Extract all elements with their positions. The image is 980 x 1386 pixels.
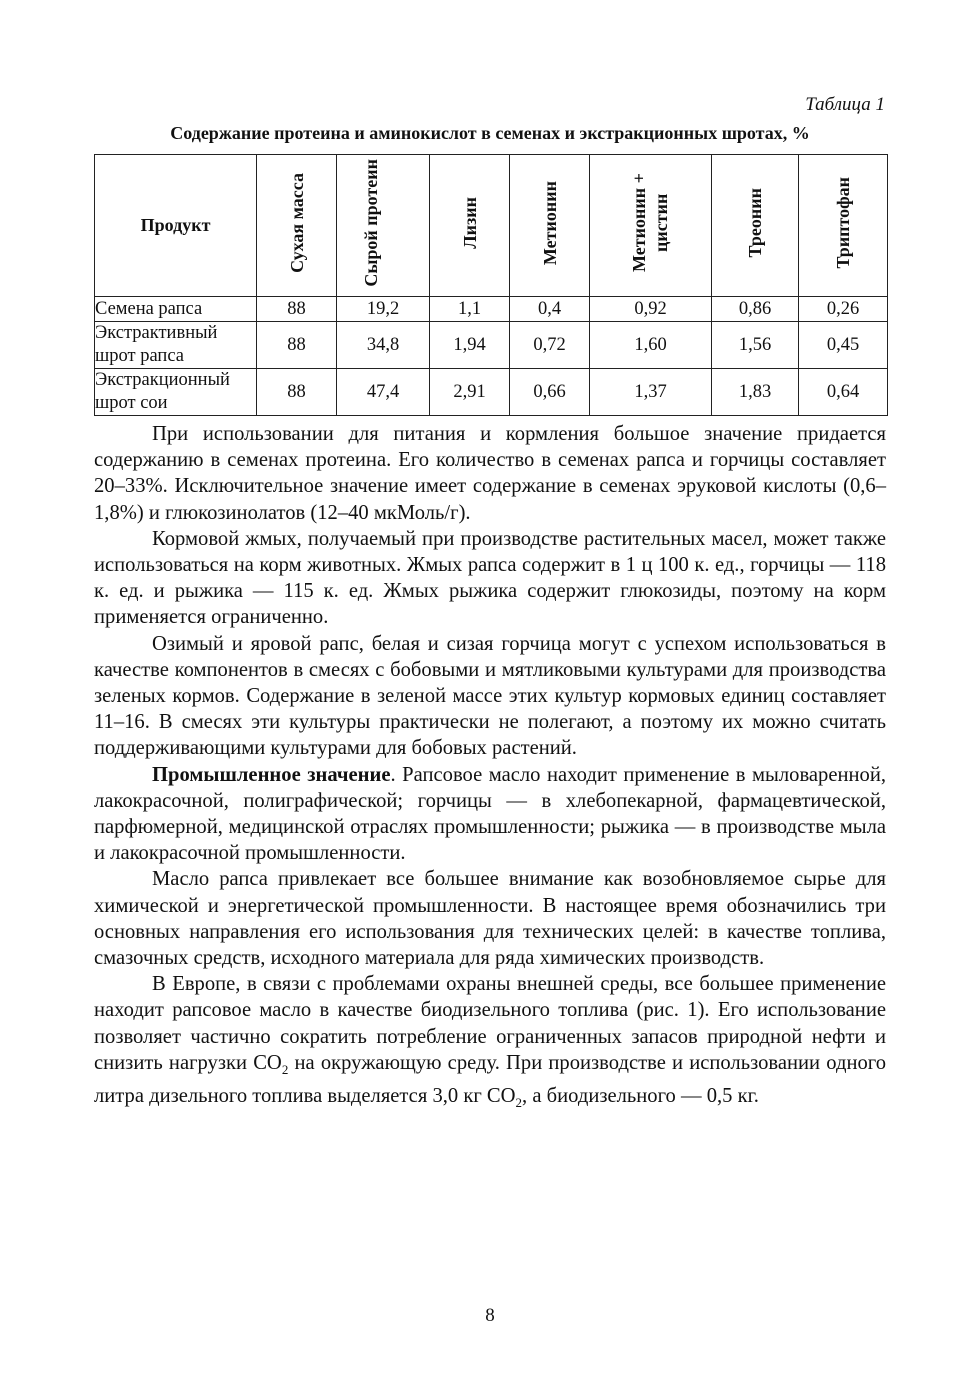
paragraph: Кормовой жмых, получаемый при производстве растительных масел, может также использоваться на корм животных. Жмых рапса содержит в 1 ц 100 к. ед., горчицы — 118 к. ед. и рыжика — 115 к. ед. Жмых рыжика содержит глюкозиды, поэтому на корм применяется ограниченно. (94, 527, 886, 629)
section-heading: Промышленное значение (152, 763, 391, 786)
cell-product: Экстракционный шрот сои (95, 369, 257, 416)
cell-product: Семена рапса (95, 297, 257, 322)
cell-value: 1,60 (590, 322, 712, 369)
header-dry-mass: Сухая масса (257, 155, 337, 297)
cell-value: 1,56 (712, 322, 799, 369)
table-label: Таблица 1 (805, 94, 885, 115)
cell-value: 0,92 (590, 297, 712, 322)
table-row (95, 322, 888, 369)
paragraph: Промышленное значение. Рапсовое масло находит применение в мыловаренной, лакокрасочной, полиграфической; горчицы — в хлебопекарной, фармацевтической, парфюмерной, медицинской отраслях промышленности; рыжика — в производстве мыла и лакокрасочной промышленности. (94, 763, 886, 865)
table-row (95, 369, 888, 416)
header-crude-protein: Сырой протеин (337, 155, 430, 297)
data-table (94, 154, 888, 416)
cell-value: 0,45 (799, 322, 888, 369)
cell-value: 88 (257, 322, 337, 369)
paragraph: При использовании для питания и кормления большое значение придается содержанию в семенах протеина. Его количество в семенах рапса и горчицы составляет 20–33%. Исключительное значение имеет содержание в семенах эруковой кислоты (0,6–1,8%) и глюкозинолатов (12–40 мкМоль/г). (94, 423, 886, 524)
cell-value: 0,72 (510, 322, 590, 369)
cell-value: 1,1 (430, 297, 510, 322)
page-number: 8 (485, 1305, 495, 1326)
cell-value: 2,91 (430, 369, 510, 416)
body-text (94, 421, 886, 1117)
cell-product: Экстрактивный шрот рапса (95, 322, 257, 369)
paragraph: Масло рапса привлекает все большее внимание как возобновляемое сырье для химической и энергетической промышленности. В настоящее время обозначились три основных направления его использования для технических целей: в качестве топлива, смазочных средств, исходного материала для ряда химических производств. (94, 868, 886, 970)
cell-value: 0,64 (799, 369, 888, 416)
cell-value: 0,4 (510, 297, 590, 322)
cell-value: 1,37 (590, 369, 712, 416)
header-methionine: Метионин (510, 155, 590, 297)
cell-value: 1,94 (430, 322, 510, 369)
header-tryptophan: Триптофан (799, 155, 888, 297)
cell-value: 88 (257, 369, 337, 416)
paragraph: В Европе, в связи с проблемами охраны внешней среды, все большее применение находит рапсовое масло в качестве биодизельного топлива (рис. 1). Его использование позволяет частично сократить потребление ограниченных запасов природной нефти и снизить нагрузки $CO_2$ на окружающую среду. При производстве и использовании одного литра дизельного топлива выделяется 3,0 кг $CO_2$, а биодизельного — 0,5 кг. (94, 973, 886, 1111)
paragraph: Озимый и яровой рапс, белая и сизая горчица могут с успехом использоваться в качестве компонентов в смесях с бобовыми и мятликовыми культурами для производства зеленых кормов. Содержание в зеленой массе этих культур кормовых единиц составляет 11–16. В смесях эти культуры практически не полегают, а поэтому их можно считать поддерживающими культурами для бобовых растений. (94, 632, 886, 760)
cell-value: 0,66 (510, 369, 590, 416)
header-lysine: Лизин (430, 155, 510, 297)
cell-value: 47,4 (337, 369, 430, 416)
table-header-row (95, 155, 888, 297)
header-methionine-cystine: Метионин + цистин (590, 155, 712, 297)
cell-value: 19,2 (337, 297, 430, 322)
header-threonine: Треонин (712, 155, 799, 297)
cell-value: 1,83 (712, 369, 799, 416)
table-title: Содержание протеина и аминокислот в семенах и экстракционных шротах, % (170, 123, 810, 143)
header-product: Продукт (95, 155, 257, 297)
cell-value: 0,86 (712, 297, 799, 322)
table-row (95, 297, 888, 322)
cell-value: 0,26 (799, 297, 888, 322)
cell-value: 88 (257, 297, 337, 322)
cell-value: 34,8 (337, 322, 430, 369)
